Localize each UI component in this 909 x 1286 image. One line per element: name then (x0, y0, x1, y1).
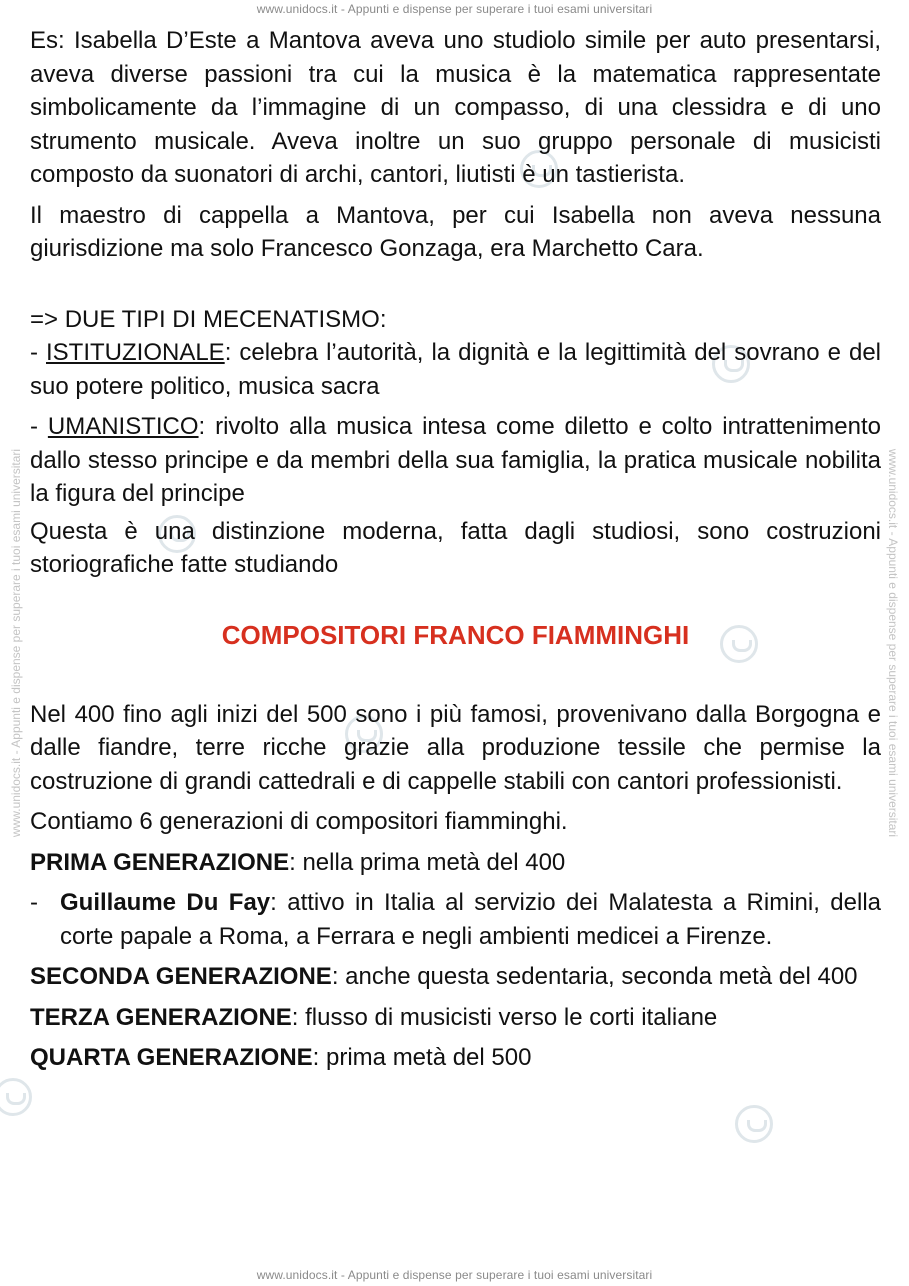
gen3-label: TERZA GENERAZIONE (30, 1003, 292, 1031)
dufay-name: Guillaume Du Fay (60, 889, 271, 916)
unidocs-logo-icon (735, 1105, 773, 1143)
dufay-desc: : attivo in Italia al servizio dei Malatesta a Rimini, della corte papale a Roma, a Ferrara e negli ambienti medicei a Firenze. (60, 889, 881, 950)
gen4 (30, 1041, 881, 1075)
text-umanistico: : rivolto alla musica intesa come diletto e colto intrattenimento dallo stesso principe e da membri della sua famiglia, la pratica musicale nobilita la figura del principe (30, 413, 881, 507)
dufay-text (60, 886, 881, 953)
paragraph-isabella: Es: Isabella D’Este a Mantova aveva uno studiolo simile per auto presentarsi, aveva diverse passioni tra cui la musica è la matematica rappresentate simbolicamente da l’immagine di un compasso, di una clessidra e di uno strumento musicale. Aveva inoltre un suo gruppo personale di musicisti composto da suonatori di archi, cantori, liutisti è un tastierista. (30, 27, 881, 188)
term-istituzionale: ISTITUZIONALE (46, 339, 225, 366)
watermark-bottom: www.unidocs.it - Appunti e dispense per superare i tuoi esami universitari (256, 1268, 653, 1282)
dash-prefix: - (30, 339, 46, 366)
paragraph-distinzione: Questa è una distinzione moderna, fatta dagli studiosi, sono costruzioni storiografiche fatte studiando (30, 517, 881, 578)
gen2 (30, 960, 881, 994)
dash-bullet: - (30, 889, 38, 916)
gen2-label: SECONDA GENERAZIONE (30, 963, 332, 990)
paragraph-umanistico (30, 410, 881, 511)
dash-prefix: - (30, 413, 48, 440)
watermark-left: www.unidocs.it - Appunti e dispense per superare i tuoi esami universitari (9, 448, 23, 838)
gen1 (30, 846, 881, 880)
paragraph-fiamminghi: Nel 400 fino agli inizi del 500 sono i più famosi, provenivano dalla Borgogna e dalle fiandre, terre ricche grazie alla produzione tessile che permise la costruzione di grandi cattedrali e di cappelle stabili con cantori professionisti. (30, 700, 881, 795)
gen1-text: : nella prima metà del 400 (289, 848, 566, 876)
unidocs-logo-icon (0, 1078, 32, 1116)
gen4-label: QUARTA GENERAZIONE (30, 1044, 313, 1071)
text-istituzionale: : celebra l’autorità, la dignità e la legittimità del sovrano e del suo potere politico, musica sacra (30, 339, 881, 400)
paragraph-istituzionale (30, 336, 881, 403)
gen3-text: : flusso di musicisti verso le corti italiane (291, 1003, 718, 1031)
gen4-text: : prima metà del 500 (312, 1044, 532, 1071)
paragraph-maestro: Il maestro di cappella a Mantova, per cui Isabella non aveva nessuna giurisdizione ma solo Francesco Gonzaga, era Marchetto Cara. (30, 201, 881, 262)
watermark-right: www.unidocs.it - Appunti e dispense per superare i tuoi esami universitari (886, 448, 900, 838)
gen2-text: : anche questa sedentaria, seconda metà del 400 (331, 963, 858, 990)
list-item-dufay (30, 886, 881, 953)
document-body (30, 24, 881, 1082)
section-heading: COMPOSITORI FRANCO FIAMMINGHI (221, 619, 690, 650)
term-umanistico: UMANISTICO (47, 413, 199, 440)
spacer (30, 273, 881, 303)
watermark-top: www.unidocs.it - Appunti e dispense per superare i tuoi esami universitari (256, 2, 653, 16)
gen1-label: PRIMA GENERAZIONE (30, 848, 290, 876)
paragraph-mecenatismo-title: => DUE TIPI DI MECENATISMO: (30, 305, 387, 333)
paragraph-generazioni: Contiamo 6 generazioni di compositori fiamminghi. (30, 808, 568, 835)
gen3 (30, 1001, 881, 1035)
